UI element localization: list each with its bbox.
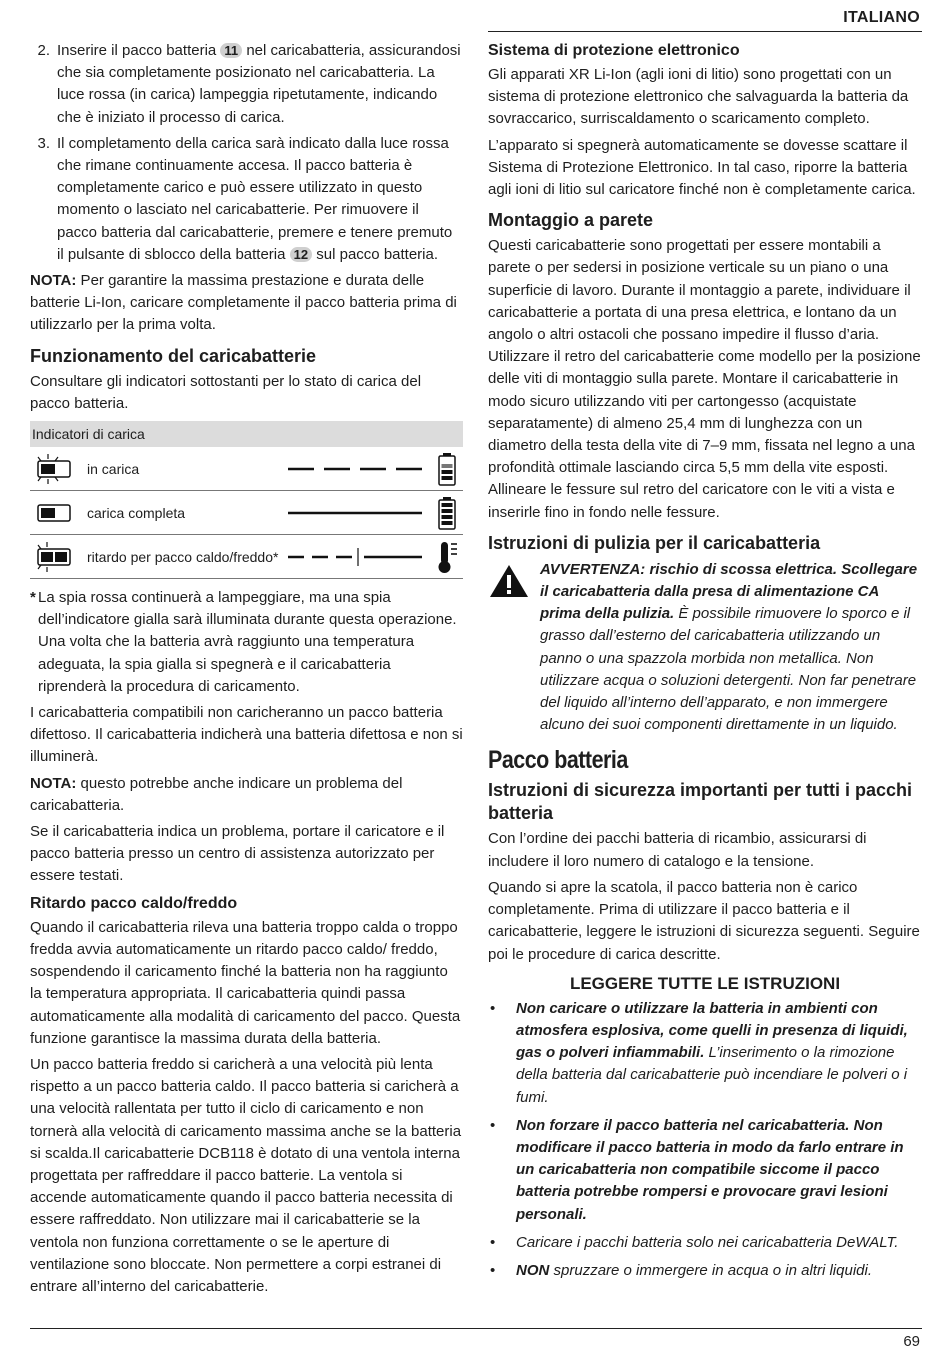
bullet: • [490, 1233, 496, 1251]
indicator-label: in carica [87, 460, 140, 477]
footnote-text: La spia rossa continuerà a lampeggiare, ma una spia dell’indicatore gialla sarà illuminata durante questa operazione. Una volta che la batteria avrà raggiunto una temperatura adeguata, la spia gialla si spegnerà e il caricabatteria riprenderà la procedura di caricamento. [38, 589, 457, 695]
table-row [30, 447, 463, 491]
solid-pattern-icon [286, 508, 426, 518]
list-item [488, 1232, 922, 1254]
list-item [488, 1115, 922, 1226]
subsection-heading: Ritardo pacco caldo/freddo [30, 894, 238, 912]
bullet-bold: Non caricare o utilizzare la batteria in ambienti con atmosfera esplosiva, come quelli in presenza di liquidi, gas o polveri infiammabili. [516, 999, 908, 1062]
step-text-b: nel caricabatteria, assicurandosi che sia completamente posizionato nel caricabatteria. La luce rossa (in carica) lampeggia ripetutamente, indicando che è iniziato il processo di carica. [57, 42, 461, 126]
bullet-body: L’inserimento o la rimozione della batteria dal caricabatterie può incendiare le polveri o i fumi. [516, 1044, 908, 1106]
note-paragraph [30, 270, 463, 337]
warning-text [540, 559, 922, 737]
list-item-text [516, 1260, 922, 1282]
warning-bold: AVVERTENZA: rischio di scossa elettrica. Scollegare il caricabatteria dalla presa di alimentazione CA prima della pulizia. [540, 560, 918, 623]
subsection-heading: Sistema di protezione elettronico [488, 42, 740, 59]
language-label: ITALIANO [843, 9, 920, 26]
warning-triangle-icon [488, 559, 540, 737]
battery-full-icon [437, 496, 457, 530]
note-label: NOTA: [30, 272, 77, 290]
blink-pattern-icon [286, 464, 426, 474]
paragraph: Gli apparati XR Li-Ion (agli ioni di litio) sono progettati con un sistema di protezione elettronico che salvaguarda la batteria da sovraccarico, surriscaldamento o scaricamento completo. [488, 66, 909, 128]
table-header: Indicatori di carica [30, 421, 463, 447]
bullet: • [490, 1116, 496, 1134]
step-text [57, 40, 463, 129]
section-heading: Funzionamento del caricabatterie [30, 345, 317, 366]
led-blinking-icon [35, 453, 73, 485]
delay-pattern-icon [286, 546, 426, 568]
table-row [30, 491, 463, 535]
callout-badge: 11 [220, 43, 242, 58]
indicator-label: ritardo per pacco caldo/freddo* [87, 548, 279, 565]
footnote [30, 587, 463, 698]
section-heading: Montaggio a parete [488, 210, 654, 231]
step-3 [30, 133, 463, 266]
read-all-instructions-heading: LEGGERE TUTTE LE ISTRUZIONI [569, 973, 841, 993]
indicator-label: carica completa [87, 504, 186, 521]
footnote-star: * [30, 589, 36, 607]
note-text: Per garantire la massima prestazione e durata delle batterie Li-Ion, caricare completamente il pacco batteria prima di utilizzarlo per la prima volta. [30, 272, 457, 334]
paragraph: Un pacco batteria freddo si caricherà a una velocità più lenta rispetto a un pacco batteria caldo. Il pacco batteria si caricherà a una velocità rallentata per tutto il ciclo di caricamento e non tornerà alla velocità di caricamento massima anche se la batteria si scalda.Il caricabatterie DCB118 è dotato di una ventola interna progettata per raffreddare il pacco batterie. La ventola si accende automaticamente quando il pacco batteria necessita di essere raffreddato. Non utilizzare mai il caricabatterie se la ventola non funziona correttamente o se le aperture di ventilazione sono bloccate. Non permettere a corpi estranei di entrare all’interno del caricabatterie. [30, 1055, 462, 1295]
step-number: 3. [37, 134, 50, 152]
list-item-text [516, 998, 922, 1109]
note-text: questo potrebbe anche indicare un problema del caricabatteria. [30, 774, 403, 814]
warning-block [488, 559, 922, 737]
bullet-bold: NON [516, 1261, 550, 1279]
section-heading: Istruzioni di pulizia per il caricabatteria [488, 532, 821, 553]
thermometer-icon [437, 540, 459, 574]
paragraph: Consultare gli indicatori sottostanti per lo stato di carica del pacco batteria. [30, 372, 422, 412]
list-item-text [516, 1232, 922, 1254]
led-solid-icon [35, 497, 73, 529]
step-number: 2. [37, 42, 50, 59]
bullet: • [490, 999, 496, 1017]
chapter-title: Pacco batteria [488, 746, 628, 775]
step-2 [30, 40, 463, 129]
paragraph: I caricabatteria compatibili non caricheranno un pacco batteria difettoso. Il caricabatteria indicherà una batteria difettosa e non si illuminerà. [30, 704, 463, 766]
paragraph: Quando si apre la scatola, il pacco batteria non è carico completamente. Prima di utilizzare il pacco batteria e il caricabatterie, leggere le istruzioni di sicurezza seguenti. Seguire poi le procedure di carica descritte. [488, 878, 920, 963]
paragraph: Se il caricabatteria indica un problema, portare il caricatore e il pacco batteria presso un centro di assistenza autorizzato per essere testati. [30, 823, 445, 885]
right-column [488, 40, 922, 1288]
bullet: • [490, 1261, 496, 1279]
table-row [30, 535, 463, 579]
step-text-a: Il completamento della carica sarà indicato dalla luce rossa che rimane continuamente accesa. Il pacco batteria è completamente carico e può essere utilizzato in questo momento o lasciato nel caricabatterie. Per rimuovere il pacco batteria dal caricabatterie, premere e tenere premuto il pulsante di sblocco della batteria [57, 134, 453, 263]
list-item-text [516, 1115, 922, 1226]
battery-charging-icon [437, 452, 457, 486]
left-column [30, 40, 463, 1302]
callout-badge: 12 [290, 247, 312, 262]
warning-body: È possibile rimuovere lo sporco e il grasso dall’esterno del caricabatteria utilizzando un panno o una spazzola morbida non metallica. Non utilizzare acqua o soluzioni detergenti. Non far penetrare del liquido all’interno dell’apparato, e non immergere alcuno dei suoi componenti direttamente in un liquido. [540, 605, 917, 734]
step-text [57, 133, 463, 266]
step-text-a: Inserire il pacco batteria [57, 42, 221, 59]
page-number: 69 [903, 1333, 920, 1350]
step-text-b: sul pacco batteria. [312, 245, 439, 263]
footer-rule [30, 1328, 922, 1329]
header-rule [488, 31, 922, 32]
list-item [488, 998, 922, 1109]
paragraph: Quando il caricabatteria rileva una batteria troppo calda o troppo fredda avvia automaticamente un ritardo pacco caldo/ freddo, sospendendo il caricamento finché la batteria non ha raggiunto la temperatura appropriata. Il caricabatteria quindi passa automaticamente alla modalità di caricamento del pacco. Questa funzione garantisce la massima durata della batteria. [30, 918, 461, 1047]
bullet-bold: Non forzare il pacco batteria nel caricabatteria. Non modificare il pacco batteria in modo da farlo entrare in un caricabatteria non compatibile siccome il pacco batteria potrebbe rompersi e provocare gravi lesioni personali. [516, 1116, 904, 1223]
paragraph: Questi caricabatterie sono progettati per essere montabili a parete o per sedersi in posizione verticale su un piano o una superficie di lavoro. Durante il montaggio a parete, individuare il caricabatterie a portata di una presa elettrica, e lontano da un angolo o altri ostacoli che possano impedire il flusso d’aria. Utilizzare il retro del caricabatterie come modello per la posizione delle viti di montaggio sulla parete. Montare il caricabatterie in modo sicuro utilizzando viti per cartongesso (acquistate separatamente) di almeno 25,4 mm di lunghezza con un diametro della testa della vite di 7–9 mm, fissata nel legno a una profondità ottimale lasciando circa 5,5 mm della vite esposti. Allineare le fessure sul retro del caricatore con le viti a vista e inserirle fino in fondo nelle fessure. [488, 237, 921, 521]
note-label: NOTA: [30, 774, 77, 792]
led-dual-blinking-icon [35, 541, 73, 573]
bullet-body: Caricare i pacchi batteria solo nei caricabatteria DeWALT. [516, 1233, 899, 1251]
section-heading: Istruzioni di sicurezza importanti per tutti i pacchi batteria [488, 780, 913, 824]
list-item [488, 1260, 922, 1282]
charge-indicators-table [30, 421, 463, 579]
paragraph: Con l’ordine dei pacchi batteria di ricambio, assicurarsi di includere il loro numero di catalogo e la tensione. [488, 830, 867, 870]
note-paragraph [30, 773, 463, 817]
bullet-body: spruzzare o immergere in acqua o in altri liquidi. [549, 1261, 872, 1279]
paragraph: L’apparato si spegnerà automaticamente se dovesse scattare il Sistema di Protezione Elettronico. In tal caso, riporre la batteria agli ioni di litio sul caricatore finché non è completamente carica. [488, 136, 916, 199]
